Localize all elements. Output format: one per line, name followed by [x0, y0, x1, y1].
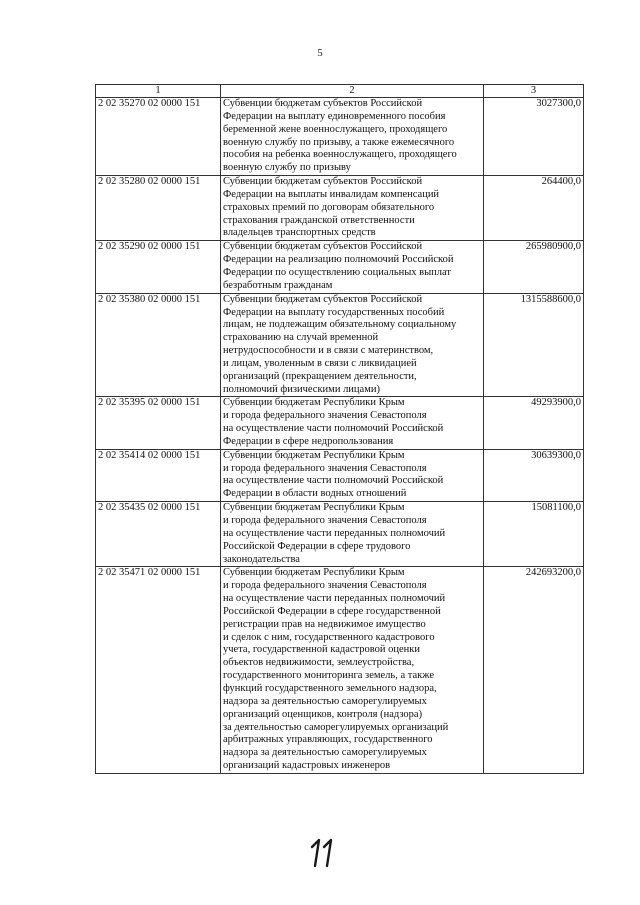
budget-code-cell: 2 02 35435 02 0000 151	[96, 502, 221, 567]
budget-code-cell: 2 02 35380 02 0000 151	[96, 293, 221, 397]
budget-code-cell: 2 02 35414 02 0000 151	[96, 449, 221, 501]
table-row	[96, 98, 584, 176]
description-cell: Субвенции бюджетам Республики Крым и города федерального значения Севастополя на осуществление части переданных полномочий Российской Федерации в сфере трудового законодательства	[221, 502, 484, 567]
table-row	[96, 567, 584, 774]
description-cell: Субвенции бюджетам Республики Крым и города федерального значения Севастополя на осуществление части полномочий Российской Федерации в области водных отношений	[221, 449, 484, 501]
description-cell: Субвенции бюджетам Республики Крым и города федерального значения Севастополя на осуществление части переданных полномочий Российской Федерации в сфере государственной регистрации прав на недвижимое имущество и сделок с ним, государственного кадастрового учета, государственной кадастровой оценки объектов недвижимости, землеустройства, государственного мониторинга земель, а также функций государственного земельного надзора, надзора за деятельностью саморегулируемых организаций оценщиков, контроля (надзора) за деятельностью саморегулируемых организаций арбитражных управляющих, государственного надзора за деятельностью саморегулируемых организаций кадастровых инженеров	[221, 567, 484, 774]
table-row	[96, 397, 584, 449]
column-header-code: 1	[96, 85, 221, 98]
column-header-amount: 3	[484, 85, 584, 98]
table-header-row	[96, 85, 584, 98]
amount-cell: 3027300,0	[484, 98, 584, 176]
amount-cell: 264400,0	[484, 176, 584, 241]
description-cell: Субвенции бюджетам субъектов Российской Федерации на реализацию полномочий Российской Федерации по осуществлению социальных выплат безработным гражданам	[221, 241, 484, 293]
column-header-description: 2	[221, 85, 484, 98]
budget-table	[95, 84, 584, 774]
description-cell: Субвенции бюджетам субъектов Российской Федерации на выплату государственных пособий лицам, не подлежащим обязательному социальному страхованию на случай временной нетрудоспособности и в связи с материнством, и лицам, уволенным в связи с ликвидацией организаций (прекращением деятельности, полномочий физическими лицами)	[221, 293, 484, 397]
table-row	[96, 502, 584, 567]
table-row	[96, 449, 584, 501]
amount-cell: 30639300,0	[484, 449, 584, 501]
description-cell: Субвенции бюджетам субъектов Российской Федерации на выплаты инвалидам компенсаций страховых премий по договорам обязательного страхования гражданской ответственности владельцев транспортных средств	[221, 176, 484, 241]
budget-code-cell: 2 02 35270 02 0000 151	[96, 98, 221, 176]
amount-cell: 1315588600,0	[484, 293, 584, 397]
table-row	[96, 241, 584, 293]
table-row	[96, 293, 584, 397]
page-number: 5	[317, 47, 323, 59]
handwritten-stroke-2	[324, 840, 331, 866]
amount-cell: 49293900,0	[484, 397, 584, 449]
description-cell: Субвенции бюджетам субъектов Российской Федерации на выплату единовременного пособия беременной жене военнослужащего, проходящего военную службу по призыву, а также ежемесячного пособия на ребенка военнослужащего, проходящего военную службу по призыву	[221, 98, 484, 176]
budget-code-cell: 2 02 35290 02 0000 151	[96, 241, 221, 293]
budget-code-cell: 2 02 35395 02 0000 151	[96, 397, 221, 449]
handwritten-stroke-1	[312, 840, 319, 866]
amount-cell: 15081100,0	[484, 502, 584, 567]
budget-code-cell: 2 02 35280 02 0000 151	[96, 176, 221, 241]
table-row	[96, 176, 584, 241]
amount-cell: 242693200,0	[484, 567, 584, 774]
budget-code-cell: 2 02 35471 02 0000 151	[96, 567, 221, 774]
description-cell: Субвенции бюджетам Республики Крым и города федерального значения Севастополя на осуществление части полномочий Российской Федерации в сфере недропользования	[221, 397, 484, 449]
amount-cell: 265980900,0	[484, 241, 584, 293]
handwritten-page-mark	[306, 833, 346, 869]
